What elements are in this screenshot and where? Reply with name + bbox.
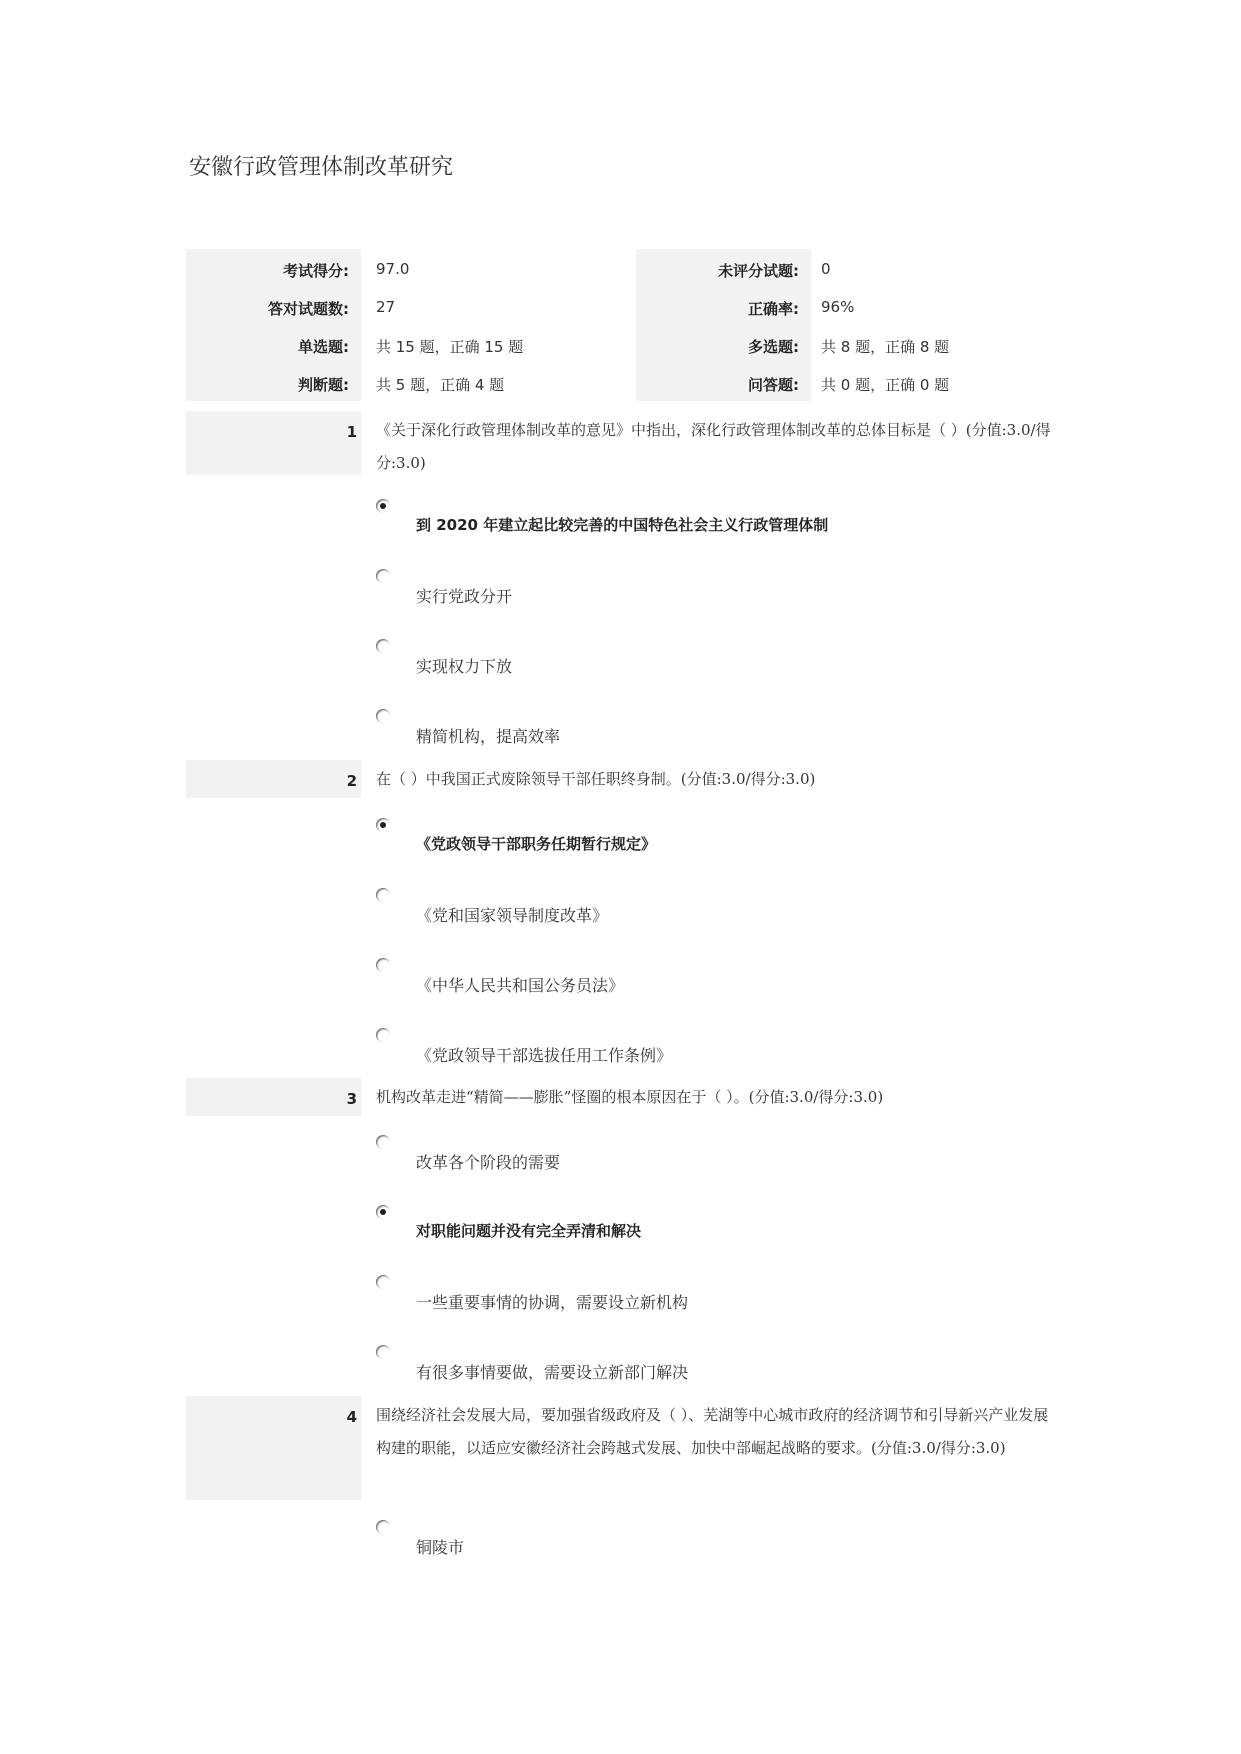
option-label: 到 2020 年建立起比较完善的中国特色社会主义行政管理体制 [416, 516, 829, 534]
option-1d[interactable] [376, 709, 1036, 749]
summary-row [186, 287, 1066, 325]
option-4a[interactable] [376, 1520, 1036, 1560]
radio-unchecked-icon[interactable] [376, 888, 390, 902]
option-2c[interactable] [376, 958, 1036, 998]
summary-value: 0 [821, 260, 831, 278]
summary-label: 正确率: [748, 300, 799, 318]
option-3a[interactable] [376, 1135, 1036, 1175]
summary-value: 共 0 题，正确 0 题 [821, 376, 950, 394]
question-text: 机构改革走进“精简——膨胀”怪圈的根本原因在于（ ）。(分值:3.0/得分:3.0) [376, 1088, 884, 1106]
exam-summary [186, 249, 1066, 401]
option-label: 有很多事情要做，需要设立新部门解决 [416, 1363, 689, 1382]
radio-unchecked-icon[interactable] [376, 1028, 390, 1042]
summary-value: 27 [376, 298, 396, 316]
option-label: 改革各个阶段的需要 [416, 1153, 561, 1172]
radio-checked-icon[interactable] [376, 818, 390, 832]
option-1b[interactable] [376, 569, 1036, 609]
summary-row [186, 325, 1066, 363]
summary-label: 单选题: [298, 338, 349, 356]
option-3b[interactable] [376, 1205, 1036, 1245]
option-2a[interactable] [376, 818, 1036, 858]
summary-label: 考试得分: [283, 262, 349, 280]
option-1c[interactable] [376, 639, 1036, 679]
option-2b[interactable] [376, 888, 1036, 928]
radio-checked-icon[interactable] [376, 1205, 390, 1219]
radio-unchecked-icon[interactable] [376, 958, 390, 972]
question-number: 4 [346, 1408, 357, 1426]
radio-unchecked-icon[interactable] [376, 709, 390, 723]
option-3d[interactable] [376, 1345, 1036, 1385]
radio-unchecked-icon[interactable] [376, 1520, 390, 1534]
question-text: 《关于深化行政管理体制改革的意见》中指出，深化行政管理体制改革的总体目标是（ ）(分值:3.0/得分:3.0) [376, 421, 1051, 472]
summary-row [186, 249, 1066, 287]
radio-unchecked-icon[interactable] [376, 569, 390, 583]
option-label: 铜陵市 [416, 1538, 465, 1557]
option-label: 《党政领导干部选拔任用工作条例》 [416, 1046, 673, 1065]
question-text: 在（ ）中我国正式废除领导干部任职终身制。(分值:3.0/得分:3.0) [376, 770, 816, 788]
question-number: 2 [346, 772, 357, 790]
summary-label: 多选题: [748, 338, 799, 356]
option-label: 《党政领导干部职务任期暂行规定》 [416, 835, 657, 853]
option-label: 对职能问题并没有完全弄清和解决 [416, 1222, 642, 1240]
page-title: 安徽行政管理体制改革研究 [189, 155, 454, 180]
summary-value: 共 8 题，正确 8 题 [821, 338, 950, 356]
option-label: 实现权力下放 [416, 657, 513, 676]
option-3c[interactable] [376, 1275, 1036, 1315]
radio-unchecked-icon[interactable] [376, 1275, 390, 1289]
radio-checked-icon[interactable] [376, 499, 390, 513]
option-label: 实行党政分开 [416, 587, 513, 606]
question-text: 围绕经济社会发展大局，要加强省级政府及（ ）、芜湖等中心城市政府的经济调节和引导新兴产业发展构建的职能，以适应安徽经济社会跨越式发展、加快中部崛起战略的要求。(分值:3.0/得分:3.0) [376, 1406, 1049, 1457]
summary-label: 未评分试题: [718, 262, 799, 280]
summary-value: 96% [821, 298, 855, 316]
summary-value: 97.0 [376, 260, 410, 278]
summary-label: 答对试题数: [268, 300, 349, 318]
summary-label: 问答题: [748, 376, 799, 394]
option-label: 《中华人民共和国公务员法》 [416, 976, 625, 995]
summary-value: 共 15 题，正确 15 题 [376, 338, 524, 356]
option-label: 一些重要事情的协调，需要设立新机构 [416, 1293, 689, 1312]
summary-label: 判断题: [298, 376, 349, 394]
radio-unchecked-icon[interactable] [376, 1135, 390, 1149]
question-number: 1 [346, 423, 357, 441]
radio-unchecked-icon[interactable] [376, 639, 390, 653]
summary-row [186, 363, 1066, 401]
radio-unchecked-icon[interactable] [376, 1345, 390, 1359]
option-label: 《党和国家领导制度改革》 [416, 906, 609, 925]
question-number: 3 [346, 1090, 357, 1108]
option-2d[interactable] [376, 1028, 1036, 1068]
option-1a[interactable] [376, 499, 1036, 539]
option-label: 精简机构，提高效率 [416, 727, 561, 746]
summary-value: 共 5 题，正确 4 题 [376, 376, 505, 394]
